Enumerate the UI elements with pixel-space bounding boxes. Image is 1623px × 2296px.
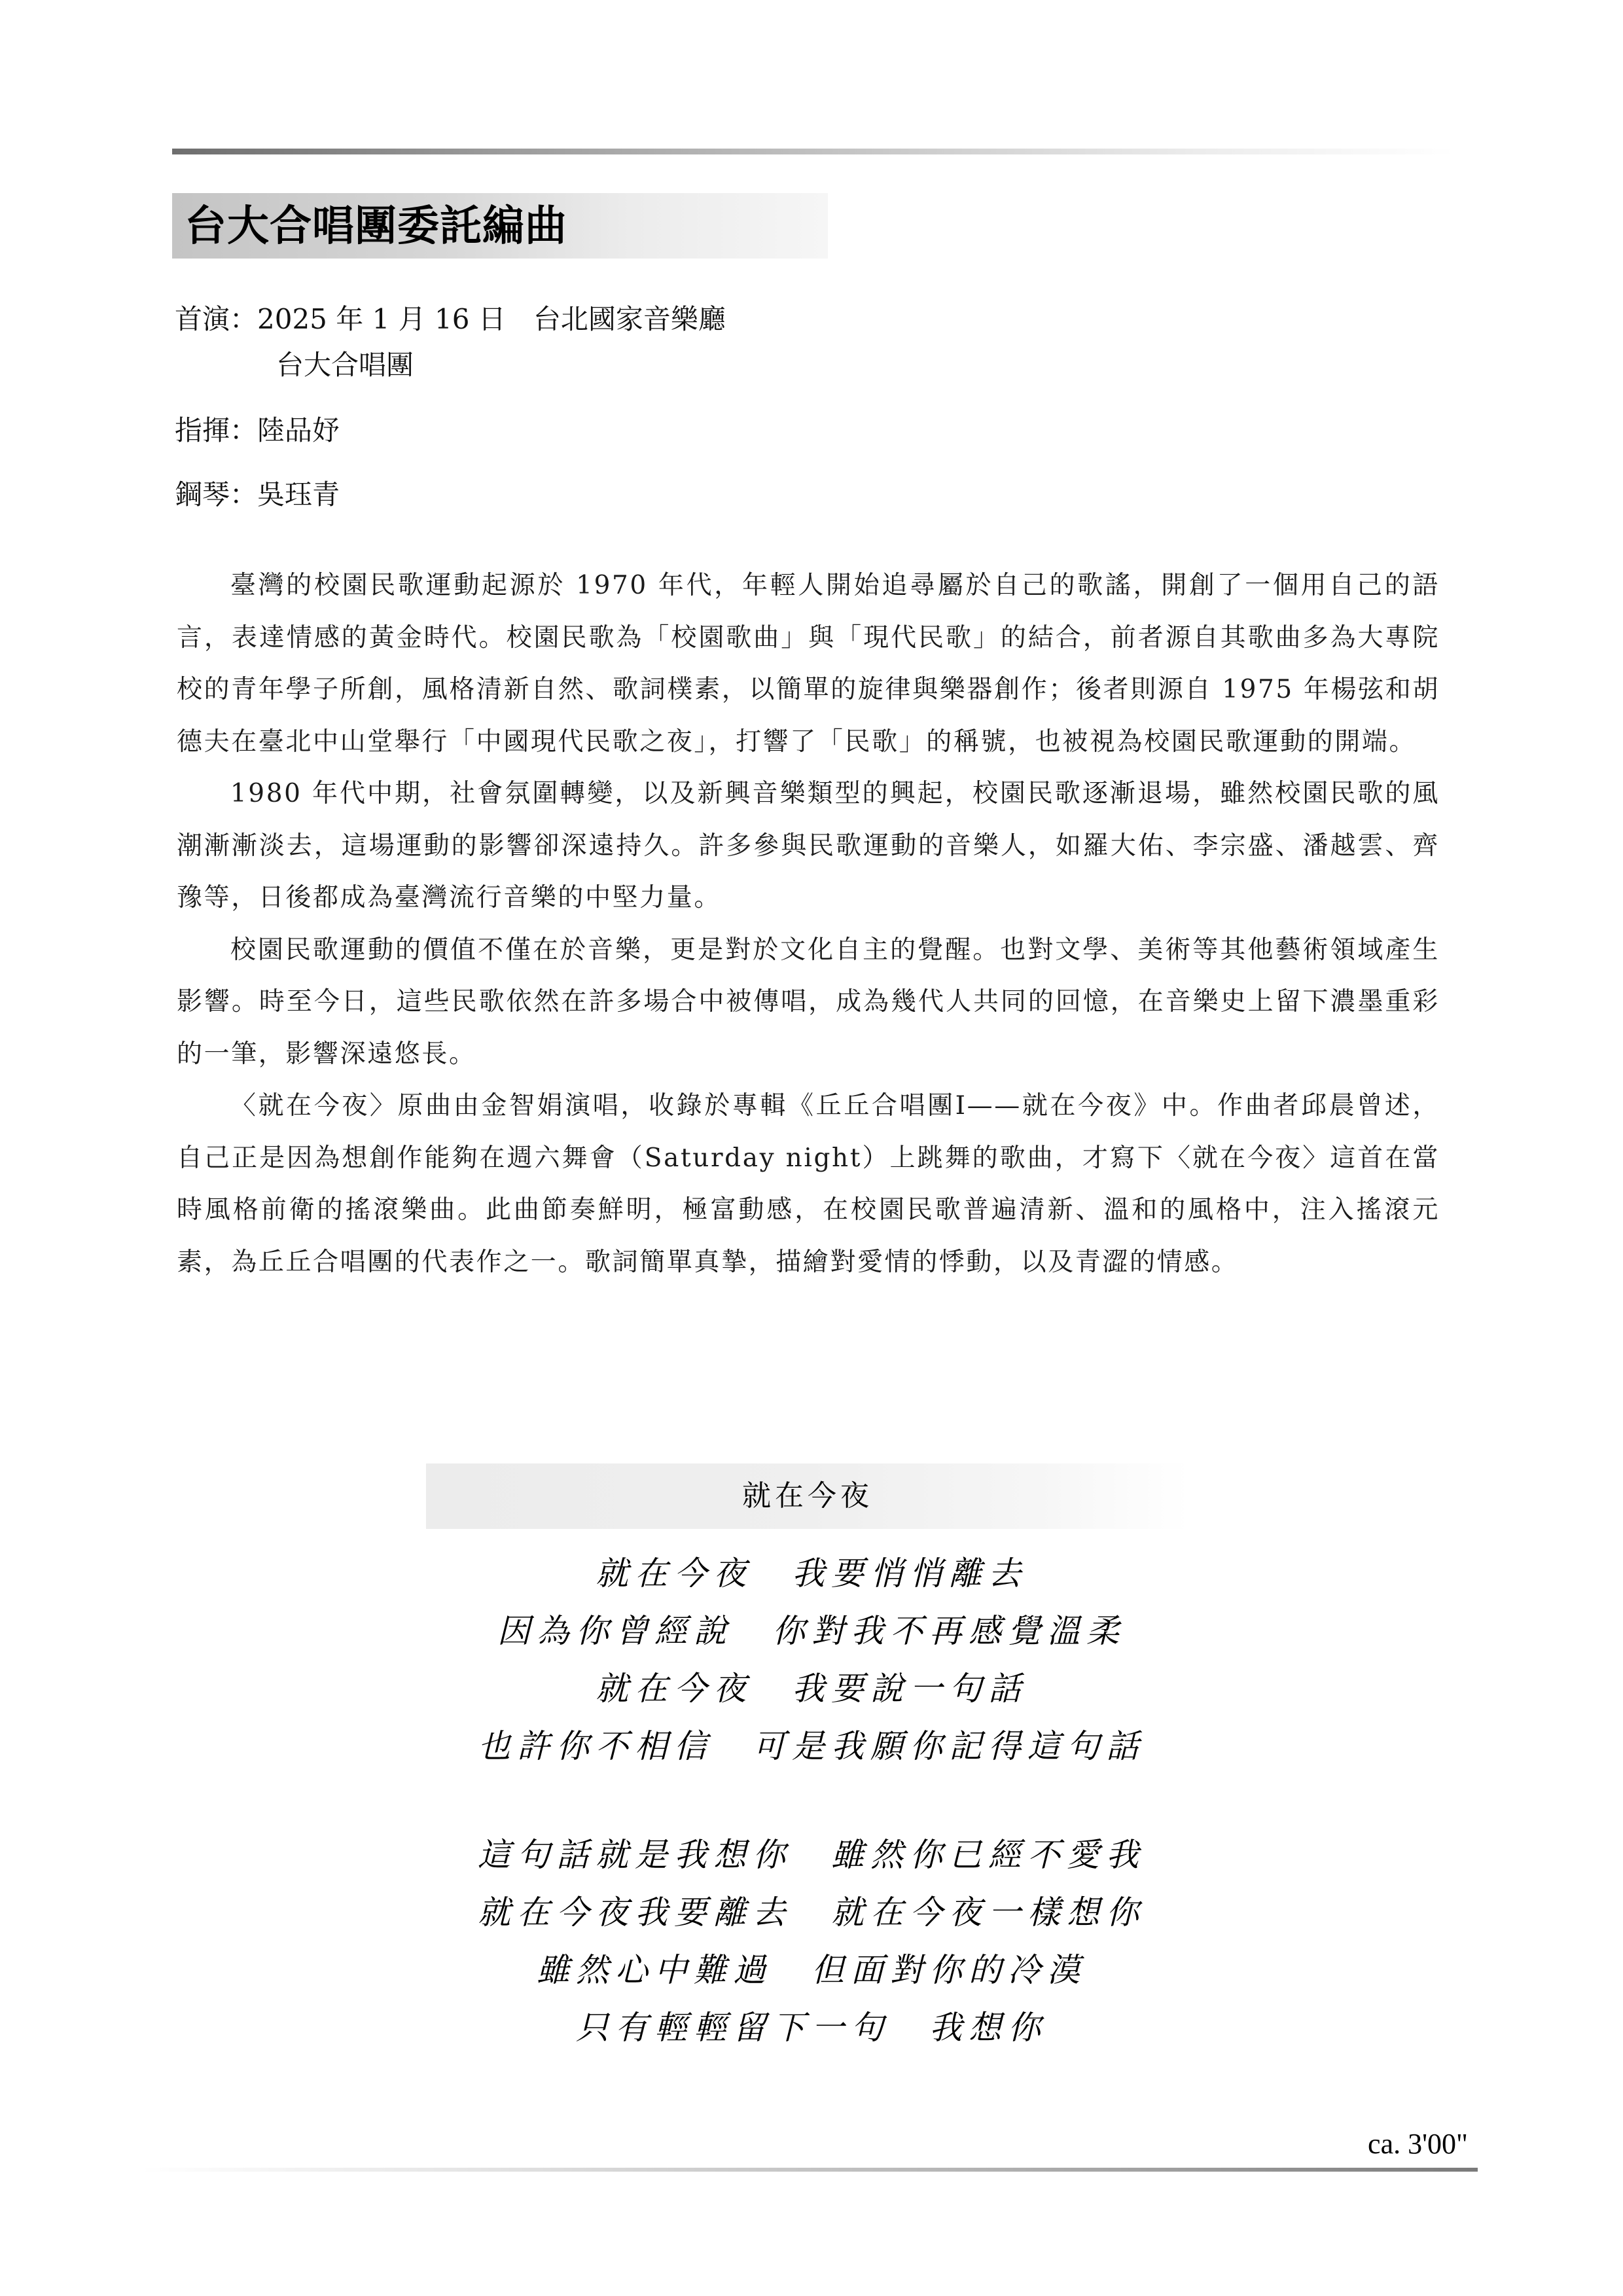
lyric-line: 雖然心中難過 但面對你的冷漠: [537, 1951, 1086, 1989]
lyric-line: 只有輕輕留下一句 我想你: [576, 2009, 1047, 2047]
piano-info: [175, 476, 340, 513]
piano-label: 鋼琴：: [175, 478, 258, 511]
duration-label: ca. 3'00": [1368, 2128, 1468, 2160]
lyrics-stanza-2: [327, 1826, 1296, 2056]
premiere-info: [175, 301, 726, 338]
lyric-line: 因為你曾經說 你對我不再感覺溫柔: [497, 1612, 1126, 1650]
lyric-line: 這句話就是我想你 雖然你已經不愛我: [478, 1836, 1145, 1874]
lyric-line: 就在今夜 我要說一句話: [596, 1670, 1027, 1708]
premiere-performer: 台大合唱團: [276, 349, 414, 381]
conductor-label: 指揮：: [175, 414, 258, 446]
paragraph: 1980 年代中期，社會氛圍轉變，以及新興音樂類型的興起，校園民歌逐漸退場，雖然校園民歌的風潮漸漸淡去，這場運動的影響卻深遠持久。許多參與民歌運動的音樂人，如羅大佑、李宗盛、潘越雲、齊豫等，日後都成為臺灣流行音樂的中堅力量。: [177, 779, 1440, 912]
page-title: 台大合唱團委託編曲: [185, 202, 567, 251]
song-title: 就在今夜: [742, 1479, 873, 1513]
conductor-value: 陸品妤: [257, 414, 340, 446]
bottom-divider-rule: [141, 2168, 1478, 2172]
lyric-line: 就在今夜 我要悄悄離去: [596, 1554, 1027, 1592]
top-divider-rule: [172, 149, 1455, 154]
paragraph: 〈就在今夜〉原曲由金智娟演唱，收錄於專輯《丘丘合唱團I——就在今夜》中。作曲者邱晨曾述，自己正是因為想創作能夠在週六舞會（Saturday night）上跳舞的歌曲，才寫下〈就在今夜〉這首在當時風格前衛的搖滾樂曲。此曲節奏鮮明，極富動感，在校園民歌普遍清新、溫和的風格中，注入搖滾元素，為丘丘合唱團的代表作之一。歌詞簡單真摯，描繪對愛情的悸動，以及青澀的情感。: [177, 1091, 1440, 1277]
premiere-label: 首演：: [175, 303, 258, 335]
conductor-info: [175, 412, 340, 449]
paragraph: 臺灣的校園民歌運動起源於 1970 年代，年輕人開始追尋屬於自己的歌謠，開創了一個用自己的語言，表達情感的黃金時代。校園民歌為「校園歌曲」與「現代民歌」的結合，前者源自其歌曲多為大專院校的青年學子所創，風格清新自然、歌詞樸素，以簡單的旋律與樂器創作；後者則源自 1975 年楊弦和胡德夫在臺北中山堂舉行「中國現代民歌之夜」，打響了「民歌」的稱號，也被視為校園民歌運動的開端。: [177, 571, 1440, 757]
program-notes: [177, 560, 1440, 1288]
piano-value: 吳珏青: [257, 478, 340, 511]
paragraph: 校園民歌運動的價值不僅在於音樂，更是對於文化自主的覺醒。也對文學、美術等其他藝術領域產生影響。時至今日，這些民歌依然在許多場合中被傳唱，成為幾代人共同的回憶，在音樂史上留下濃墨重彩的一筆，影響深遠悠長。: [177, 935, 1440, 1069]
lyric-line: 也許你不相信 可是我願你記得這句話: [478, 1727, 1145, 1765]
lyrics-stanza-1: [327, 1545, 1296, 1775]
lyric-line: 就在今夜我要離去 就在今夜一樣想你: [478, 1893, 1145, 1931]
premiere-value: 2025 年 1 月 16 日 台北國家音樂廳: [257, 303, 726, 335]
